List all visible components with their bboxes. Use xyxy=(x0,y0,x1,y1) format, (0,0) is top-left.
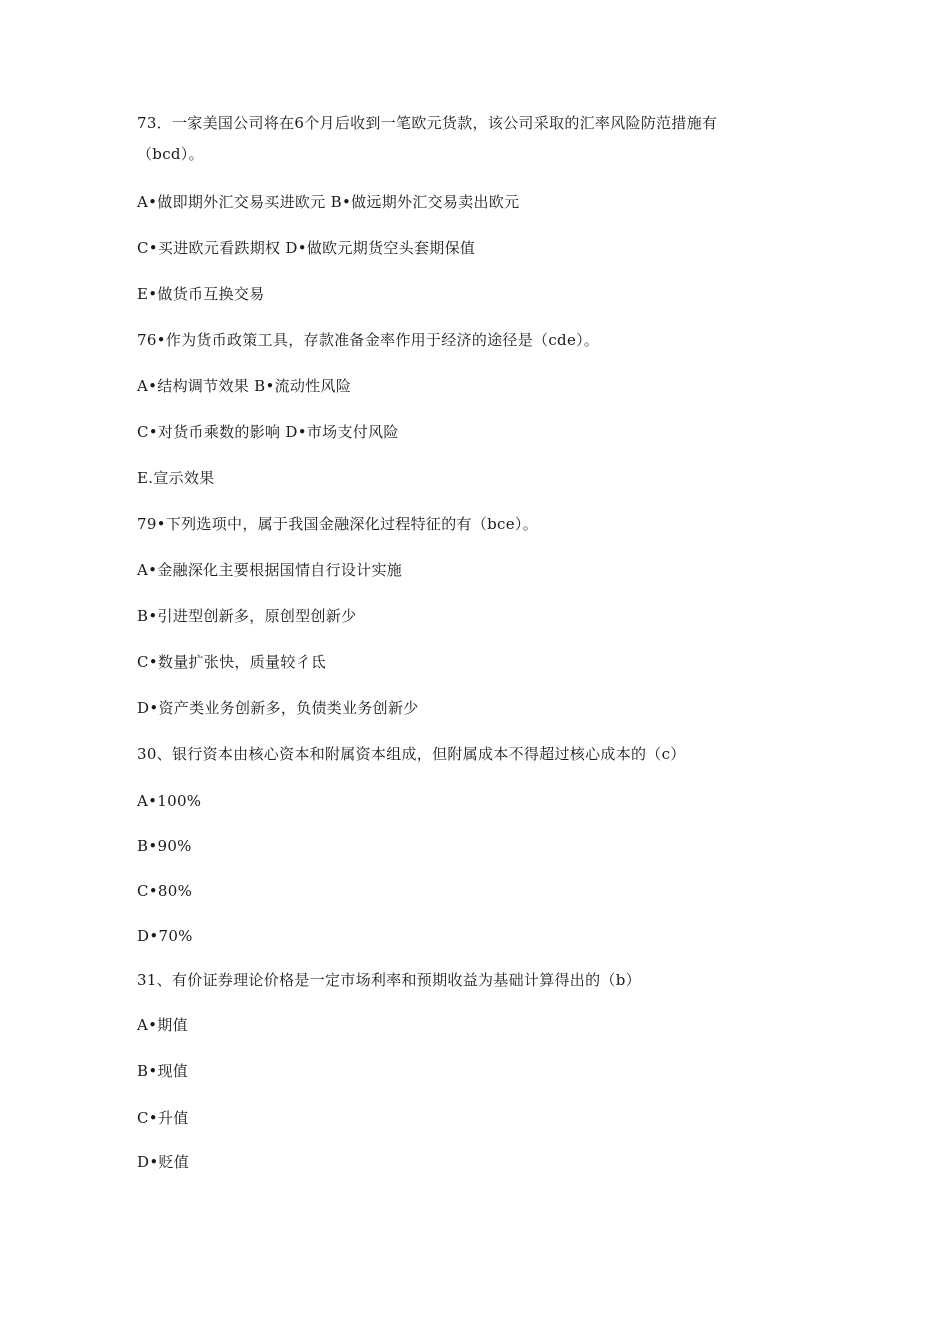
q30-option-b: B•90% xyxy=(137,837,192,855)
q73-stem-line1: 73．一家美国公司将在6个月后收到一笔欧元货款，该公司采取的汇率风险防范措施有 xyxy=(137,114,718,132)
q79-option-c: C•数量扩张快，质量较彳氐 xyxy=(137,653,327,671)
q30-option-c: C•80% xyxy=(137,882,193,900)
q31-option-b: B•现值 xyxy=(137,1062,189,1080)
q73-option-cd: C•买进欧元看跌期权 D•做欧元期货空头套期保值 xyxy=(137,239,476,257)
q30-stem: 30、银行资本由核心资本和附属资本组成，但附属成本不得超过核心成本的（c） xyxy=(137,745,686,763)
q76-option-cd: C•对货币乘数的影响 D•市场支付风险 xyxy=(137,423,399,441)
q31-option-c: C•升值 xyxy=(137,1109,189,1127)
q31-option-a: A•期值 xyxy=(137,1016,188,1034)
q73-stem-line2: （bcd）。 xyxy=(137,145,204,163)
q76-stem: 76•作为货币政策工具，存款准备金率作用于经济的途径是（cde）。 xyxy=(137,331,600,349)
q76-option-e: E.宣示效果 xyxy=(137,469,215,487)
q76-option-ab: A•结构调节效果 B•流动性风险 xyxy=(137,377,352,395)
q31-option-d: D•贬值 xyxy=(137,1153,190,1171)
q79-option-b: B•引进型创新多，原创型创新少 xyxy=(137,607,357,625)
q79-option-a: A•金融深化主要根据国情自行设计实施 xyxy=(137,561,403,579)
q73-option-ab: A•做即期外汇交易买进欧元 B•做远期外汇交易卖出欧元 xyxy=(137,193,520,211)
q79-option-d: D•资产类业务创新多，负债类业务创新少 xyxy=(137,699,419,717)
q30-option-d: D•70% xyxy=(137,927,193,945)
q79-stem: 79•下列选项中，属于我国金融深化过程特征的有（bce）。 xyxy=(137,515,539,533)
q31-stem: 31、有价证券理论价格是一定市场利率和预期收益为基础计算得出的（b） xyxy=(137,971,641,989)
q73-option-e: E•做货币互换交易 xyxy=(137,285,265,303)
q30-option-a: A•100% xyxy=(137,792,202,810)
